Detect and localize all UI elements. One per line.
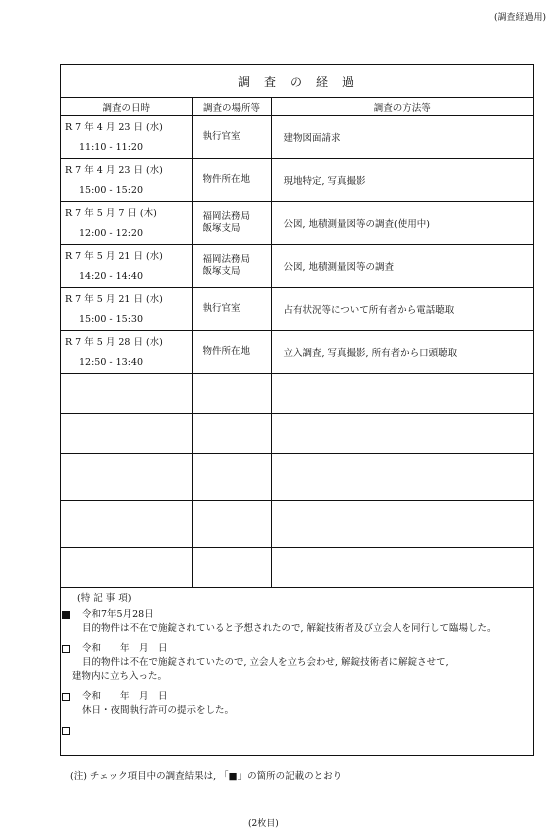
form-type-note: (調査経過用) [493,13,546,23]
note-checkbox[interactable] [62,693,70,701]
time-text: 12:50 - 13:40 [79,357,144,368]
empty-cell [271,501,533,548]
header-method: 調査の方法等 [271,98,533,116]
table-row [61,331,533,374]
note-line: 目的物件は不在で施錠されていたので, 立会人を立ち会わせ, 解錠技術者に解錠させて, [82,657,449,668]
note-item [61,642,533,684]
datetime-cell [61,202,192,245]
empty-cell [192,414,271,454]
header-datetime: 調査の日時 [61,98,192,116]
note-date: 令和 年 月 日 [82,643,168,654]
table-row [61,159,533,202]
method-cell: 建物図面請求 [271,116,533,159]
datetime-cell [61,159,192,202]
note-checkbox[interactable] [62,727,70,735]
title-char: 過 [342,74,357,89]
note-item [61,608,533,636]
table-row [61,245,533,288]
datetime-cell [61,116,192,159]
empty-cell [271,414,533,454]
time-text: 12:00 - 12:20 [79,228,144,239]
place-cell: 物件所在地 [192,159,271,202]
page-number: (2枚目) [248,819,279,829]
empty-row [61,374,533,414]
empty-cell [61,454,192,501]
date-text: R 7 年 5 月 21 日 (水) [65,294,163,305]
note-line: 休日・夜間執行許可の提示をした。 [82,705,235,716]
title-char: 査 [263,74,278,89]
note-line: 建物内に立ち入った。 [72,671,168,682]
date-text: R 7 年 4 月 23 日 (水) [65,165,163,176]
time-text: 15:00 - 15:30 [79,314,144,325]
empty-cell [192,454,271,501]
empty-row [61,548,533,588]
place-cell: 福岡法務局 飯塚支局 [192,245,271,288]
title-char: の [289,74,304,89]
note-checkbox[interactable] [62,611,70,619]
empty-cell [61,548,192,588]
date-text: R 7 年 5 月 28 日 (水) [65,337,163,348]
method-cell: 現地特定, 写真撮影 [271,159,533,202]
header-place: 調査の場所等 [192,98,271,116]
empty-row [61,414,533,454]
empty-cell [271,548,533,588]
table-row [61,288,533,331]
footer-note: (注) チェック項目中の調査結果は, 「■」の箇所の記載のとおり [70,771,343,782]
place-cell: 執行官室 [192,288,271,331]
method-cell: 公図, 地積測量図等の調査 [271,245,533,288]
notes-heading: (特 記 事 項) [77,593,132,604]
date-text: R 7 年 5 月 21 日 (水) [65,251,163,262]
survey-table [61,98,533,588]
empty-row [61,454,533,501]
empty-cell [271,374,533,414]
place-cell: 福岡法務局 飯塚支局 [192,202,271,245]
title-char: 調 [237,74,252,89]
time-text: 14:20 - 14:40 [79,271,144,282]
place-cell: 物件所在地 [192,331,271,374]
special-notes [61,588,533,740]
note-checkbox[interactable] [62,645,70,653]
survey-form [60,64,534,756]
empty-cell [61,414,192,454]
datetime-cell [61,288,192,331]
empty-row [61,501,533,548]
method-cell: 立入調査, 写真撮影, 所有者から口頭聴取 [271,331,533,374]
datetime-cell [61,331,192,374]
note-item [61,690,533,718]
time-text: 11:10 - 11:20 [79,142,144,153]
title-char: 経 [316,74,331,89]
empty-cell [271,454,533,501]
note-line: 目的物件は不在で施錠されていると予想されたので, 解錠技術者及び立会人を同行して臨場した。 [82,623,497,634]
time-text: 15:00 - 15:20 [79,185,144,196]
empty-cell [192,548,271,588]
method-cell: 占有状況等について所有者から電話聴取 [271,288,533,331]
note-date: 令和 年 月 日 [82,691,168,702]
empty-cell [192,501,271,548]
place-cell: 執行官室 [192,116,271,159]
note-date: 令和7年5月28日 [82,609,154,620]
datetime-cell [61,245,192,288]
table-row [61,202,533,245]
date-text: R 7 年 4 月 23 日 (水) [65,122,163,133]
empty-cell [61,501,192,548]
date-text: R 7 年 5 月 7 日 (木) [65,208,157,219]
table-row [61,116,533,159]
method-cell: 公図, 地積測量図等の調査(使用中) [271,202,533,245]
empty-cell [61,374,192,414]
note-item [61,724,533,740]
form-title [61,65,533,98]
empty-cell [192,374,271,414]
